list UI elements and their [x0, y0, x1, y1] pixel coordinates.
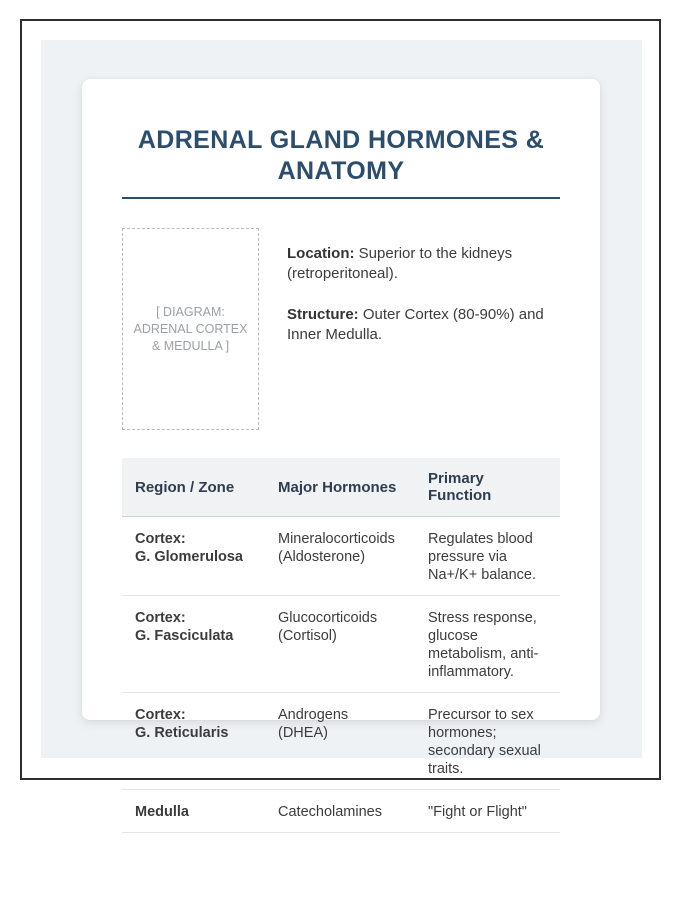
zone-line-1: Cortex:: [135, 531, 186, 547]
table-row-glomerulosa: [122, 517, 560, 596]
info-text: [287, 228, 560, 430]
hormones-cell: Mineralocorticoids (Aldosterone): [265, 517, 415, 596]
zone-cell: [122, 517, 265, 596]
header-row: [122, 458, 560, 517]
card-content: [122, 119, 560, 833]
column-header-function: Primary Function: [415, 458, 560, 517]
zone-line-1: Cortex:: [135, 610, 186, 626]
table-row-medulla: [122, 790, 560, 833]
function-cell: Regulates blood pressure via Na+/K+ balance.: [415, 517, 560, 596]
function-cell: Precursor to sex hormones; secondary sexual traits.: [415, 693, 560, 790]
function-cell: "Fight or Flight": [415, 790, 560, 833]
zone-cell: [122, 693, 265, 790]
zone-line-1: Medulla: [135, 804, 189, 820]
zone-line-2: G. Glomerulosa: [135, 549, 243, 565]
structure-paragraph: [287, 305, 560, 345]
location-paragraph: [287, 244, 560, 284]
structure-label: Structure:: [287, 306, 359, 323]
table-header: [122, 458, 560, 517]
zone-line-1: Cortex:: [135, 707, 186, 723]
table-body: [122, 517, 560, 833]
table-row-fasciculata: [122, 596, 560, 693]
location-label: Location:: [287, 245, 355, 262]
zone-cell: [122, 790, 265, 833]
diagram-placeholder: [122, 228, 259, 430]
table-row-reticularis: [122, 693, 560, 790]
info-section: [122, 228, 560, 430]
page-title: ADRENAL GLAND HORMONES & ANATOMY: [137, 126, 545, 185]
zone-line-2: G. Reticularis: [135, 725, 229, 741]
column-header-region: Region / Zone: [122, 458, 265, 517]
location-value: Superior to the kidneys (retroperitoneal).: [287, 245, 513, 282]
hormones-cell: Androgens (DHEA): [265, 693, 415, 790]
hormones-cell: Catecholamines: [265, 790, 415, 833]
title-divider: [122, 197, 560, 199]
structure-value: Outer Cortex (80-90%) and Inner Medulla.: [287, 306, 544, 343]
function-cell: Stress response, glucose metabolism, anti-inflammatory.: [415, 596, 560, 693]
column-header-hormones: Major Hormones: [265, 458, 415, 517]
hormone-table: [122, 458, 560, 833]
zone-line-2: G. Fasciculata: [135, 628, 234, 644]
hormones-cell: Glucocorticoids (Cortisol): [265, 596, 415, 693]
diagram-placeholder-label: [ DIAGRAM: ADRENAL CORTEX & MEDULLA ]: [133, 304, 248, 353]
zone-cell: [122, 596, 265, 693]
